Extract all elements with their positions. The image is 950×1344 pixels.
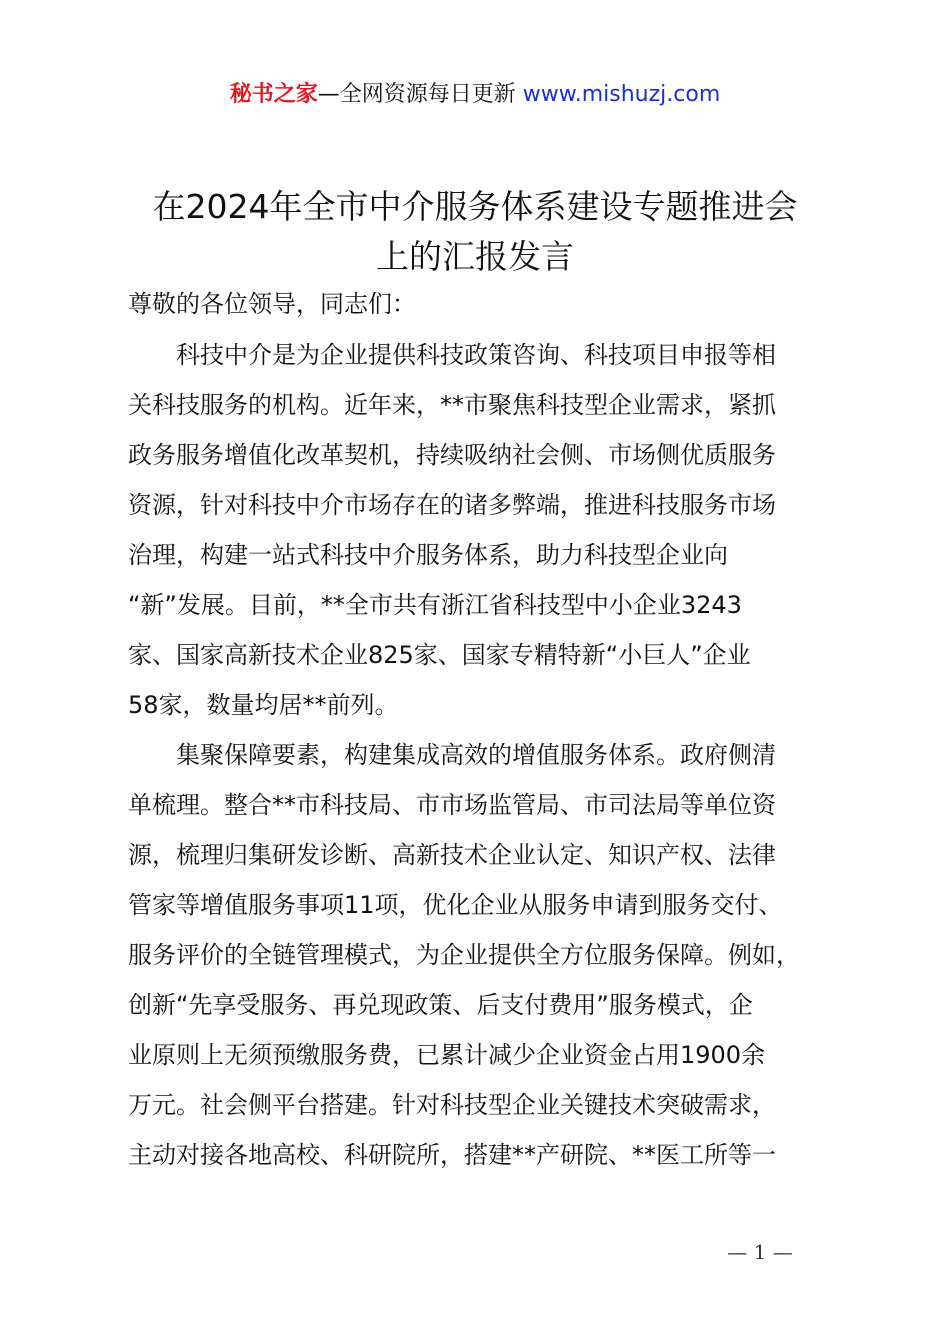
body-line: 服务评价的全链管理模式，为企业提供全方位服务保障。例如，: [128, 941, 800, 969]
body-line: 资源，针对科技中介市场存在的诸多弊端，推进科技服务市场: [128, 491, 776, 519]
site-url-link[interactable]: www.mishuzj.com: [522, 82, 721, 107]
body-line: “新”发展。目前，**全市共有浙江省科技型中小企业3243: [128, 591, 742, 619]
site-header: [0, 80, 950, 110]
site-tagline: —全网资源每日更新: [317, 82, 516, 107]
body-line: 创新“先享受服务、再兑现政策、后支付费用”服务模式，企: [128, 991, 753, 1019]
body-line: 管家等增值服务事项11项，优化企业从服务申请到服务交付、: [128, 891, 783, 919]
salutation: 尊敬的各位领导，同志们：: [128, 290, 416, 318]
page-number: — 1 —: [727, 1240, 793, 1264]
body-line: 主动对接各地高校、科研院所，搭建**产研院、**医工所等一: [128, 1141, 776, 1169]
body-line: 业原则上无须预缴服务费，已累计减少企业资金占用1900余: [128, 1041, 766, 1069]
body-line: 治理，构建一站式科技中介服务体系，助力科技型企业向: [128, 541, 728, 569]
body-line: 集聚保障要素，构建集成高效的增值服务体系。政府侧清: [128, 741, 776, 769]
body-line: 万元。社会侧平台搭建。针对科技型企业关键技术突破需求，: [128, 1091, 776, 1119]
site-name: 秘书之家: [229, 82, 318, 107]
body-line: 家、国家高新技术企业825家、国家专精特新“小巨人”企业: [128, 641, 751, 669]
body-line: 政务服务增值化改革契机，持续吸纳社会侧、市场侧优质服务: [128, 441, 776, 469]
body-line: 58家，数量均居**前列。: [128, 691, 399, 719]
body-line: 关科技服务的机构。近年来，**市聚焦科技型企业需求，紧抓: [128, 391, 776, 419]
body-line: 单梳理。整合**市科技局、市市场监管局、市司法局等单位资: [128, 791, 776, 819]
body-line: 源，梳理归集研发诊断、高新技术企业认定、知识产权、法律: [128, 841, 776, 869]
body-line: 科技中介是为企业提供科技政策咨询、科技项目申报等相: [128, 341, 776, 369]
document-title-line-2: 上的汇报发言: [376, 237, 574, 276]
document-title-line-1: 在2024年全市中介服务体系建设专题推进会: [152, 187, 798, 226]
